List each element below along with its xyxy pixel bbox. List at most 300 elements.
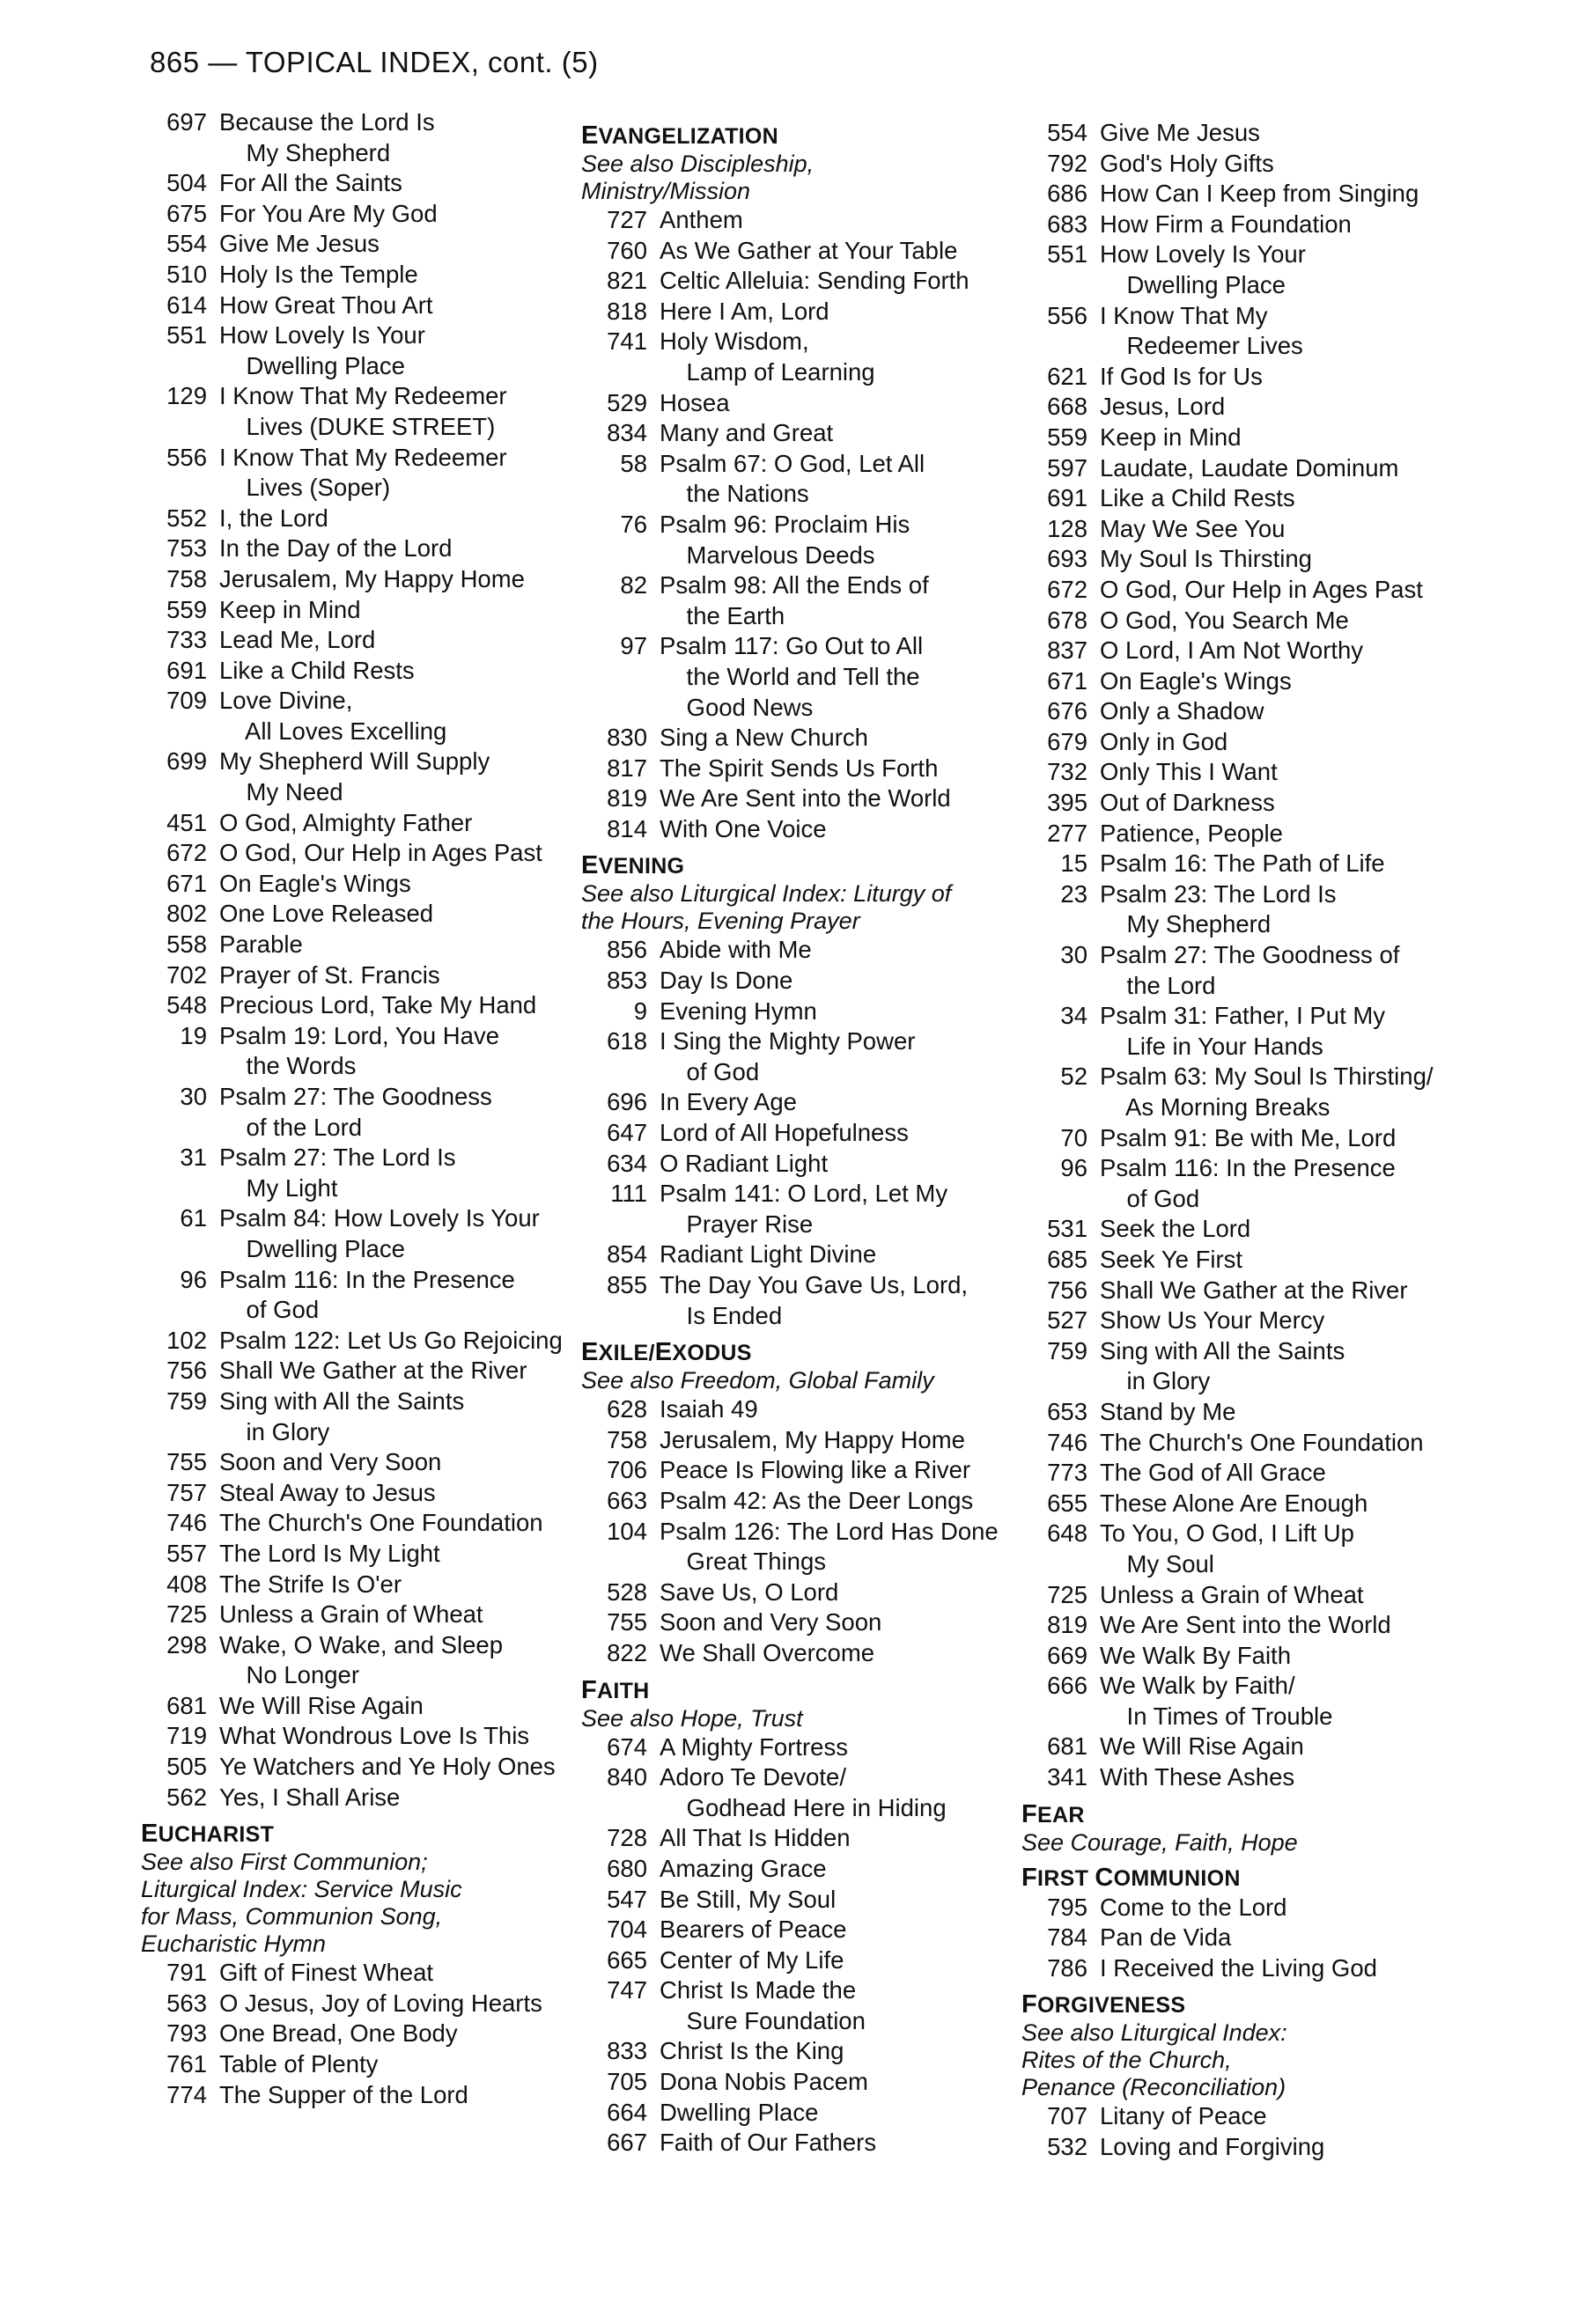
index-entry [141, 746, 572, 807]
index-entry [141, 260, 572, 290]
index-entry [141, 381, 572, 442]
hymn-title: In the Day of the Lord [219, 534, 453, 563]
hymn-title: I Know That My Redeemer Lives (Soper) [219, 443, 507, 502]
hymn-number: 725 [1047, 1580, 1087, 1608]
hymn-number: 655 [1047, 1489, 1087, 1517]
index-entry [1021, 1610, 1479, 1641]
hymn-title: Psalm 116: In the Presence of God [219, 1265, 515, 1324]
index-entry [581, 935, 1021, 966]
hymn-title: My Soul Is Thirsting [1100, 545, 1312, 573]
hymn-number: 814 [607, 814, 647, 842]
hymn-title: Laudate, Laudate Dominum [1100, 453, 1399, 482]
hymn-number: 563 [166, 1989, 207, 2017]
index-entry [1021, 636, 1479, 666]
hymn-title: Psalm 27: The Goodness of the Lord [1100, 941, 1400, 999]
hymn-number: 671 [166, 869, 207, 897]
hymn-title: Table of Plenty [219, 2050, 379, 2078]
hymn-number: 819 [1047, 1611, 1087, 1639]
hymn-title: Psalm 27: The Goodness of the Lord [219, 1083, 492, 1141]
index-entry [1021, 1062, 1479, 1122]
index-entry [1021, 210, 1479, 240]
hymn-title: Here I Am, Lord [660, 297, 829, 325]
hymn-title: How Can I Keep from Singing [1100, 180, 1419, 208]
hymn-title: O God, Almighty Father [219, 808, 473, 836]
hymn-number: 683 [1047, 210, 1087, 238]
index-entry [581, 631, 1021, 723]
hymn-number: 707 [1047, 2102, 1087, 2130]
hymn-number: 761 [166, 2050, 207, 2078]
hymn-number: 341 [1047, 1763, 1087, 1791]
hymn-title: I Received the Living God [1100, 1953, 1377, 1982]
hymn-title: On Eagle's Wings [219, 869, 411, 897]
hymn-title: Sing with All the Saints in Glory [1100, 1336, 1345, 1395]
index-entry [581, 754, 1021, 784]
index-entry [141, 2080, 572, 2111]
index-entry [141, 1265, 572, 1326]
hymn-title: Abide with Me [660, 936, 812, 964]
hymn-title: The Day You Gave Us, Lord, Is Ended [660, 1271, 969, 1329]
hymn-number: 702 [166, 960, 207, 989]
hymn-number: 628 [607, 1395, 647, 1423]
hymn-title: Give Me Jesus [219, 230, 380, 258]
index-entry [1021, 849, 1479, 879]
hymn-title: We Walk By Faith [1100, 1641, 1291, 1669]
header-dash: — [208, 46, 238, 78]
hymn-title: Holy Is the Temple [219, 260, 418, 288]
hymn-title: Hosea [660, 388, 730, 416]
see-also-note: See also Discipleship, Ministry/Mission [581, 151, 815, 204]
index-entry [581, 997, 1021, 1027]
hymn-title: For All the Saints [219, 169, 402, 197]
hymn-number: 753 [166, 534, 207, 563]
index-entry [141, 1752, 572, 1783]
index-entry [1021, 392, 1479, 423]
hymn-title: Steal Away to Jesus [219, 1478, 436, 1506]
hymn-number: 551 [1047, 240, 1087, 268]
hymn-number: 634 [607, 1149, 647, 1177]
hymn-title: We Are Sent into the World [1100, 1611, 1391, 1639]
index-entry [1021, 575, 1479, 606]
hymn-title: Parable [219, 930, 303, 959]
hymn-title: May We See You [1100, 514, 1286, 542]
hymn-title: One Bread, One Body [219, 2019, 458, 2048]
index-entry [1021, 2101, 1479, 2132]
hymn-title: Lord of All Hopefulness [660, 1119, 909, 1147]
hymn-title: O Radiant Light [660, 1149, 829, 1177]
hymn-title: Jerusalem, My Happy Home [219, 564, 525, 592]
hymn-title: Bearers of Peace [660, 1916, 847, 1944]
index-entry [141, 1958, 572, 1989]
hymn-number: 675 [166, 199, 207, 227]
index-entry [1021, 757, 1479, 788]
hymn-number: 732 [1047, 758, 1087, 786]
hymn-number: 691 [166, 656, 207, 684]
index-entry [141, 1721, 572, 1752]
hymn-number: 668 [1047, 393, 1087, 421]
index-entry [581, 449, 1021, 510]
hymn-number: 686 [1047, 180, 1087, 208]
index-entry [141, 2019, 572, 2049]
hymn-title: Stand by Me [1100, 1397, 1236, 1425]
hymn-title: Psalm 126: The Lord Has Done Great Things [660, 1517, 999, 1576]
index-entry [581, 2036, 1021, 2067]
hymn-number: 557 [166, 1539, 207, 1567]
index-entry [141, 1386, 572, 1447]
hymn-title: Radiant Light Divine [660, 1240, 877, 1269]
index-entry [141, 320, 572, 381]
hymn-number: 709 [166, 687, 207, 715]
index-entry [141, 1570, 572, 1600]
index-entry [1021, 1953, 1479, 1984]
hymn-number: 97 [620, 632, 647, 660]
hymn-title: Psalm 122: Let Us Go Rejoicing [219, 1326, 563, 1354]
hymn-number: 773 [1047, 1459, 1087, 1487]
hymn-number: 527 [1047, 1306, 1087, 1335]
index-entry [581, 205, 1021, 236]
hymn-number: 30 [1060, 941, 1087, 969]
hymn-number: 34 [1060, 1002, 1087, 1030]
hymn-number: 667 [607, 2129, 647, 2157]
index-entry [141, 1539, 572, 1570]
hymn-title: Soon and Very Soon [219, 1448, 442, 1476]
index-entry [141, 838, 572, 869]
hymn-number: 678 [1047, 606, 1087, 634]
index-entry [141, 1356, 572, 1386]
hymn-number: 855 [607, 1271, 647, 1298]
index-entry [581, 1425, 1021, 1456]
hymn-number: 759 [166, 1386, 207, 1415]
hymn-title: To You, O God, I Lift Up My Soul [1100, 1519, 1354, 1578]
hymn-title: Unless a Grain of Wheat [1100, 1580, 1364, 1608]
hymn-title: Unless a Grain of Wheat [219, 1600, 483, 1629]
index-entry [1021, 1305, 1479, 1336]
index-entry [1021, 514, 1479, 545]
hymn-number: 664 [607, 2098, 647, 2126]
hymn-number: 733 [166, 626, 207, 654]
hymn-number: 562 [166, 1783, 207, 1811]
index-entry [581, 1975, 1021, 2036]
hymn-number: 834 [607, 419, 647, 447]
index-entry [581, 783, 1021, 814]
hymn-number: 793 [166, 2019, 207, 2048]
hymn-number: 96 [1060, 1154, 1087, 1182]
hymn-title: Psalm 19: Lord, You Have the Words [219, 1021, 499, 1080]
hymn-title: I, the Lord [219, 504, 328, 532]
index-entry [1021, 1923, 1479, 1953]
hymn-title: Keep in Mind [1100, 423, 1242, 451]
index-entry [1021, 1580, 1479, 1611]
hymn-number: 96 [180, 1265, 207, 1293]
index-entry [1021, 453, 1479, 484]
index-entry [141, 1326, 572, 1357]
hymn-title: Sing with All the Saints in Glory [219, 1386, 465, 1445]
hymn-number: 30 [180, 1083, 207, 1110]
topic-heading: FIRST COMMUNION [1021, 1863, 1241, 1892]
hymn-title: Psalm 98: All the Ends of the Earth [660, 571, 929, 629]
hymn-number: 395 [1047, 789, 1087, 817]
hymn-title: Psalm 67: O God, Let All the Nations [660, 449, 925, 508]
index-entry [1021, 483, 1479, 514]
index-entry [581, 570, 1021, 631]
index-entry [581, 1517, 1021, 1578]
hymn-number: 818 [607, 297, 647, 325]
see-also-note: See also Freedom, Global Family [581, 1367, 934, 1394]
hymn-number: 277 [1047, 819, 1087, 847]
index-entry [581, 2098, 1021, 2129]
index-entry [581, 1945, 1021, 1976]
hymn-title: Gift of Finest Wheat [219, 1959, 434, 1987]
hymn-number: 104 [607, 1517, 647, 1545]
hymn-number: 786 [1047, 1953, 1087, 1982]
index-entry [1021, 1214, 1479, 1245]
hymn-title: Out of Darkness [1100, 789, 1275, 817]
hymn-title: If God Is for Us [1100, 362, 1263, 390]
hymn-number: 665 [607, 1945, 647, 1974]
hymn-number: 758 [166, 564, 207, 592]
index-entry [141, 869, 572, 900]
hymn-number: 614 [166, 290, 207, 319]
hymn-title: Ye Watchers and Ye Holy Ones [219, 1753, 556, 1781]
hymn-title: Jerusalem, My Happy Home [660, 1425, 965, 1453]
index-entry [141, 564, 572, 595]
hymn-number: 532 [1047, 2133, 1087, 2161]
hymn-number: 61 [180, 1204, 207, 1232]
index-entry [141, 107, 572, 168]
hymn-number: 674 [607, 1732, 647, 1761]
hymn-number: 746 [166, 1509, 207, 1537]
index-entry [1021, 1489, 1479, 1519]
hymn-title: Psalm 23: The Lord Is My Shepherd [1100, 879, 1337, 938]
hymn-title: Love Divine, All Loves Excelling [219, 687, 447, 745]
hymn-number: 672 [1047, 575, 1087, 603]
index-entry [581, 1118, 1021, 1149]
hymn-number: 559 [166, 595, 207, 623]
hymn-title: We Shall Overcome [660, 1638, 875, 1666]
hymn-number: 111 [610, 1180, 647, 1208]
hymn-number: 676 [1047, 697, 1087, 725]
hymn-number: 822 [607, 1638, 647, 1666]
index-entry [141, 990, 572, 1021]
hymn-title: Come to the Lord [1100, 1893, 1287, 1921]
hymn-number: 552 [166, 504, 207, 532]
index-entry [141, 1203, 572, 1264]
hymn-number: 76 [620, 510, 647, 538]
index-entry [1021, 1001, 1479, 1062]
index-entry [141, 686, 572, 746]
hymn-number: 128 [1047, 514, 1087, 542]
hymn-title: Psalm 27: The Lord Is My Light [219, 1144, 456, 1202]
index-entry [141, 1691, 572, 1722]
index-entry [1021, 179, 1479, 210]
hymn-title: Shall We Gather at the River [1100, 1276, 1408, 1304]
hymn-title: The Spirit Sends Us Forth [660, 754, 939, 782]
hymn-title: Seek the Lord [1100, 1215, 1251, 1243]
hymn-title: Psalm 116: In the Presence of God [1100, 1154, 1396, 1212]
hymn-number: 774 [166, 2080, 207, 2108]
hymn-title: Psalm 141: O Lord, Let My Prayer Rise [660, 1180, 948, 1238]
topic-heading: FEAR [1021, 1799, 1085, 1828]
hymn-title: O God, You Search Me [1100, 606, 1349, 634]
hymn-number: 681 [166, 1691, 207, 1719]
hymn-title: O Jesus, Joy of Loving Hearts [219, 1989, 542, 2017]
hymn-title: Only This I Want [1100, 758, 1278, 786]
topic-heading: EVANGELIZATION [581, 121, 779, 150]
hymn-number: 704 [607, 1916, 647, 1944]
hymn-number: 833 [607, 2037, 647, 2065]
index-entry [1021, 239, 1479, 300]
topic-heading: EVENING [581, 851, 685, 880]
hymn-number: 298 [166, 1630, 207, 1658]
hymn-title: Isaiah 49 [660, 1395, 758, 1423]
hymn-number: 556 [1047, 301, 1087, 329]
index-entry [581, 1854, 1021, 1885]
hymn-title: Shall We Gather at the River [219, 1357, 527, 1385]
hymn-title: Many and Great [660, 419, 834, 447]
hymn-title: Celtic Alleluia: Sending Forth [660, 267, 969, 295]
hymn-number: 58 [620, 449, 647, 477]
hymn-number: 666 [1047, 1672, 1087, 1700]
hymn-title: For You Are My God [219, 199, 438, 227]
index-entry [581, 1607, 1021, 1638]
hymn-title: I Know That My Redeemer Lives [1100, 301, 1303, 360]
hymn-number: 451 [166, 808, 207, 836]
hymn-number: 727 [607, 206, 647, 233]
hymn-number: 663 [607, 1486, 647, 1514]
hymn-number: 648 [1047, 1519, 1087, 1548]
hymn-number: 760 [607, 236, 647, 264]
hymn-title: We Are Sent into the World [660, 784, 951, 813]
hymn-number: 19 [180, 1021, 207, 1049]
hymn-number: 129 [166, 382, 207, 410]
topic-heading: FAITH [581, 1675, 650, 1704]
hymn-title: Adoro Te Devote/ Godhead Here in Hiding [660, 1763, 947, 1821]
hymn-title: Psalm 117: Go Out to All the World and Tell the Good News [660, 632, 924, 721]
index-entry [1021, 696, 1479, 727]
hymn-title: Psalm 31: Father, I Put My Life in Your Hands [1100, 1002, 1386, 1060]
hymn-title: O God, Our Help in Ages Past [219, 839, 542, 867]
index-entry [1021, 879, 1479, 940]
index-entry [581, 236, 1021, 267]
hymn-number: 408 [166, 1570, 207, 1598]
index-entry [1021, 118, 1479, 149]
index-entry [141, 1143, 572, 1203]
index-entry [581, 1885, 1021, 1916]
index-entry [141, 808, 572, 839]
hymn-title: We Will Rise Again [219, 1691, 424, 1719]
index-entry [1021, 423, 1479, 453]
index-entry [1021, 301, 1479, 362]
hymn-number: 671 [1047, 666, 1087, 695]
hymn-title: Litany of Peace [1100, 2102, 1267, 2130]
index-entry [1021, 544, 1479, 575]
hymn-number: 759 [1047, 1336, 1087, 1364]
hymn-number: 728 [607, 1824, 647, 1852]
hymn-title: How Lovely Is Your Dwelling Place [1100, 240, 1306, 298]
index-entry [1021, 819, 1479, 849]
index-entry [581, 2067, 1021, 2098]
hymn-title: Yes, I Shall Arise [219, 1783, 401, 1811]
hymn-number: 680 [607, 1854, 647, 1882]
index-entry [581, 1455, 1021, 1486]
index-entry [141, 625, 572, 656]
hymn-title: Christ Is Made the Sure Foundation [660, 1976, 866, 2034]
hymn-number: 531 [1047, 1215, 1087, 1243]
hymn-title: Only in God [1100, 727, 1228, 755]
hymn-number: 102 [166, 1326, 207, 1354]
index-entry [581, 1823, 1021, 1854]
hymn-number: 854 [607, 1240, 647, 1269]
index-entry [141, 656, 572, 687]
hymn-number: 554 [1047, 119, 1087, 146]
index-entry [581, 966, 1021, 997]
hymn-number: 817 [607, 754, 647, 782]
page-header [150, 46, 599, 79]
index-entry [1021, 1153, 1479, 1214]
hymn-number: 693 [1047, 545, 1087, 573]
hymn-title: Show Us Your Mercy [1100, 1306, 1325, 1335]
index-entry [141, 229, 572, 260]
index-entry [141, 1600, 572, 1630]
hymn-number: 672 [166, 839, 207, 867]
hymn-title: Amazing Grace [660, 1854, 827, 1882]
index-entry [581, 1762, 1021, 1823]
hymn-title: Pan de Vida [1100, 1923, 1232, 1952]
hymn-title: Anthem [660, 206, 743, 233]
hymn-title: Day Is Done [660, 967, 793, 995]
index-entry [141, 1508, 572, 1539]
hymn-title: What Wondrous Love Is This [219, 1722, 530, 1750]
hymn-title: Jesus, Lord [1100, 393, 1226, 421]
page-number: 865 [150, 46, 200, 78]
hymn-number: 15 [1060, 849, 1087, 878]
index-entry [141, 290, 572, 321]
hymn-number: 699 [166, 747, 207, 776]
index-entry [1021, 606, 1479, 636]
hymn-number: 853 [607, 967, 647, 995]
index-entry [1021, 1458, 1479, 1489]
index-entry [1021, 1893, 1479, 1923]
hymn-number: 52 [1060, 1063, 1087, 1091]
index-entry [1021, 2132, 1479, 2163]
hymn-number: 840 [607, 1763, 647, 1791]
index-entry [581, 1239, 1021, 1270]
index-entry [581, 1026, 1021, 1087]
hymn-number: 510 [166, 260, 207, 288]
index-entry [141, 1630, 572, 1691]
index-entry [581, 327, 1021, 387]
hymn-number: 758 [607, 1425, 647, 1453]
hymn-title: Sing a New Church [660, 724, 868, 752]
hymn-number: 792 [1047, 149, 1087, 177]
hymn-title: Wake, O Wake, and Sleep No Longer [219, 1630, 503, 1689]
hymn-title: God's Holy Gifts [1100, 149, 1274, 177]
index-entry [141, 1447, 572, 1478]
hymn-title: Loving and Forgiving [1100, 2133, 1325, 2161]
index-entry [1021, 788, 1479, 819]
hymn-title: Dona Nobis Pacem [660, 2068, 868, 2096]
hymn-number: 669 [1047, 1641, 1087, 1669]
index-entry [581, 1270, 1021, 1331]
hymn-number: 559 [1047, 423, 1087, 451]
hymn-number: 755 [607, 1608, 647, 1636]
hymn-title: Be Still, My Soul [660, 1885, 837, 1913]
hymn-title: In Every Age [660, 1088, 797, 1116]
hymn-number: 551 [166, 321, 207, 349]
index-entry [581, 388, 1021, 419]
index-entry [1021, 1276, 1479, 1306]
index-entry [141, 168, 572, 199]
hymn-number: 747 [607, 1976, 647, 2004]
